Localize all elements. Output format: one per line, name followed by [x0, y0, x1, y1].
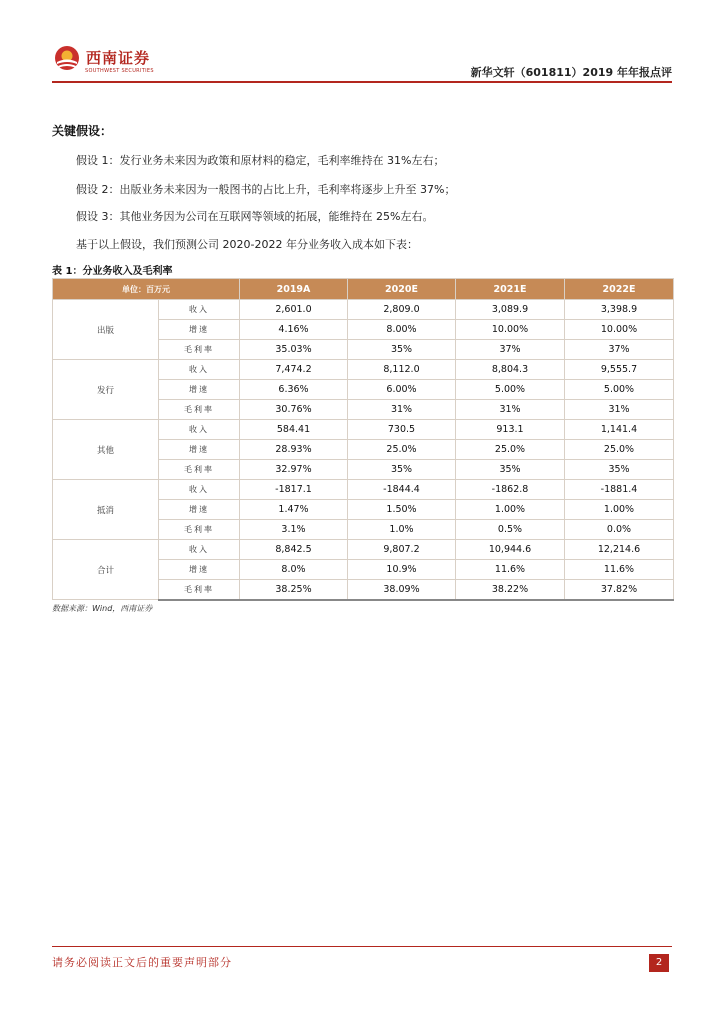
- table-cell: 10,944.6: [456, 540, 565, 560]
- table-cell: 0.0%: [565, 520, 674, 540]
- section-heading: 关键假设：: [52, 124, 113, 138]
- table-cell: 8.0%: [240, 560, 348, 580]
- table-cell: 10.9%: [348, 560, 456, 580]
- col-header-2020e: 2020E: [348, 279, 456, 300]
- page-header: [52, 38, 672, 83]
- table-cell: 1.00%: [456, 500, 565, 520]
- company-logo: [52, 42, 162, 78]
- table-cell: 37%: [456, 340, 565, 360]
- table-cell: 1.0%: [348, 520, 456, 540]
- table-row: [53, 300, 674, 320]
- table-cell: 38.09%: [348, 580, 456, 600]
- table-cell: 37.82%: [565, 580, 674, 600]
- report-title: 新华文轩（601811）2019 年年报点评: [470, 66, 672, 79]
- table-cell: 4.16%: [240, 320, 348, 340]
- table-cell: 8,842.5: [240, 540, 348, 560]
- growth-label: 增速: [159, 440, 240, 460]
- table-cell: 12,214.6: [565, 540, 674, 560]
- table-cell: 38.22%: [456, 580, 565, 600]
- logo-chinese-name: 西南证券: [86, 49, 151, 67]
- table-cell: 584.41: [240, 420, 348, 440]
- table-cell: 28.93%: [240, 440, 348, 460]
- table-cell: 35%: [565, 460, 674, 480]
- table-cell: 10.00%: [456, 320, 565, 340]
- growth-label: 增速: [159, 500, 240, 520]
- unit-header: 单位：百万元: [53, 279, 240, 300]
- table-cell: 1.50%: [348, 500, 456, 520]
- segment-publishing-label: 出版: [53, 300, 159, 360]
- assumption-3: 假设 3：其他业务因为公司在互联网等领域的拓展，能维持在 25%左右。: [76, 210, 434, 223]
- table-cell: 32.97%: [240, 460, 348, 480]
- col-header-2021e: 2021E: [456, 279, 565, 300]
- table-cell: 8,804.3: [456, 360, 565, 380]
- table-cell: 1,141.4: [565, 420, 674, 440]
- gross-margin-label: 毛利率: [159, 340, 240, 360]
- gross-margin-label: 毛利率: [159, 520, 240, 540]
- table-caption: 表 1：分业务收入及毛利率: [52, 266, 173, 277]
- table-cell: 9,807.2: [348, 540, 456, 560]
- table-cell: -1881.4: [565, 480, 674, 500]
- table-cell: 35%: [456, 460, 565, 480]
- table-cell: 35.03%: [240, 340, 348, 360]
- table-cell: 25.0%: [456, 440, 565, 460]
- table-cell: 7,474.2: [240, 360, 348, 380]
- table-cell: -1817.1: [240, 480, 348, 500]
- table-row: [53, 480, 674, 500]
- segment-distribution-label: 发行: [53, 360, 159, 420]
- header-divider: [52, 81, 672, 83]
- growth-label: 增速: [159, 320, 240, 340]
- gross-margin-label: 毛利率: [159, 460, 240, 480]
- table-cell: 2,809.0: [348, 300, 456, 320]
- table-cell: 11.6%: [456, 560, 565, 580]
- table-cell: 3,089.9: [456, 300, 565, 320]
- table-cell: -1862.8: [456, 480, 565, 500]
- table-cell: 730.5: [348, 420, 456, 440]
- footer-divider: [52, 946, 672, 947]
- col-header-2019a: 2019A: [240, 279, 348, 300]
- footer-disclaimer: 请务必阅读正文后的重要声明部分: [52, 956, 232, 969]
- assumption-1: 假设 1：发行业务未来因为政策和原材料的稳定，毛利率维持在 31%左右；: [76, 154, 445, 167]
- table-cell: 31%: [456, 400, 565, 420]
- table-cell: 38.25%: [240, 580, 348, 600]
- growth-label: 增速: [159, 380, 240, 400]
- table-cell: 0.5%: [456, 520, 565, 540]
- table-cell: 10.00%: [565, 320, 674, 340]
- table-cell: -1844.4: [348, 480, 456, 500]
- table-cell: 6.36%: [240, 380, 348, 400]
- table-cell: 1.00%: [565, 500, 674, 520]
- forecast-intro: 基于以上假设，我们预测公司 2020-2022 年分业务收入成本如下表：: [76, 238, 418, 251]
- table-cell: 35%: [348, 340, 456, 360]
- logo-english-name: SOUTHWEST SECURITIES: [85, 68, 154, 74]
- segment-other-label: 其他: [53, 420, 159, 480]
- logo-sun-icon: [54, 45, 80, 71]
- page-number: 2: [649, 954, 669, 972]
- table-cell: 25.0%: [348, 440, 456, 460]
- revenue-label: 收入: [159, 300, 240, 320]
- revenue-label: 收入: [159, 480, 240, 500]
- col-header-2022e: 2022E: [565, 279, 674, 300]
- gross-margin-label: 毛利率: [159, 400, 240, 420]
- table-cell: 3.1%: [240, 520, 348, 540]
- table-cell: 6.00%: [348, 380, 456, 400]
- table-cell: 2,601.0: [240, 300, 348, 320]
- table-body: [53, 300, 674, 600]
- table-cell: 8,112.0: [348, 360, 456, 380]
- table-row: [53, 360, 674, 380]
- table-row: [53, 420, 674, 440]
- table-cell: 3,398.9: [565, 300, 674, 320]
- table-cell: 913.1: [456, 420, 565, 440]
- table-cell: 5.00%: [565, 380, 674, 400]
- table-cell: 31%: [565, 400, 674, 420]
- growth-label: 增速: [159, 560, 240, 580]
- segment-elimination-label: 抵消: [53, 480, 159, 540]
- segment-revenue-table: [52, 278, 674, 601]
- revenue-label: 收入: [159, 540, 240, 560]
- table-header-row: [53, 279, 674, 300]
- table-cell: 8.00%: [348, 320, 456, 340]
- table-cell: 11.6%: [565, 560, 674, 580]
- table-cell: 31%: [348, 400, 456, 420]
- table-cell: 1.47%: [240, 500, 348, 520]
- table-cell: 5.00%: [456, 380, 565, 400]
- data-source-note: 数据来源：Wind，西南证券: [52, 604, 153, 613]
- table-cell: 37%: [565, 340, 674, 360]
- table-cell: 30.76%: [240, 400, 348, 420]
- table-row: [53, 540, 674, 560]
- table-cell: 9,555.7: [565, 360, 674, 380]
- revenue-label: 收入: [159, 420, 240, 440]
- table-cell: 35%: [348, 460, 456, 480]
- gross-margin-label: 毛利率: [159, 580, 240, 600]
- segment-total-label: 合计: [53, 540, 159, 600]
- revenue-label: 收入: [159, 360, 240, 380]
- table-cell: 25.0%: [565, 440, 674, 460]
- assumption-2: 假设 2：出版业务未来因为一般图书的占比上升，毛利率将逐步上升至 37%；: [76, 183, 456, 196]
